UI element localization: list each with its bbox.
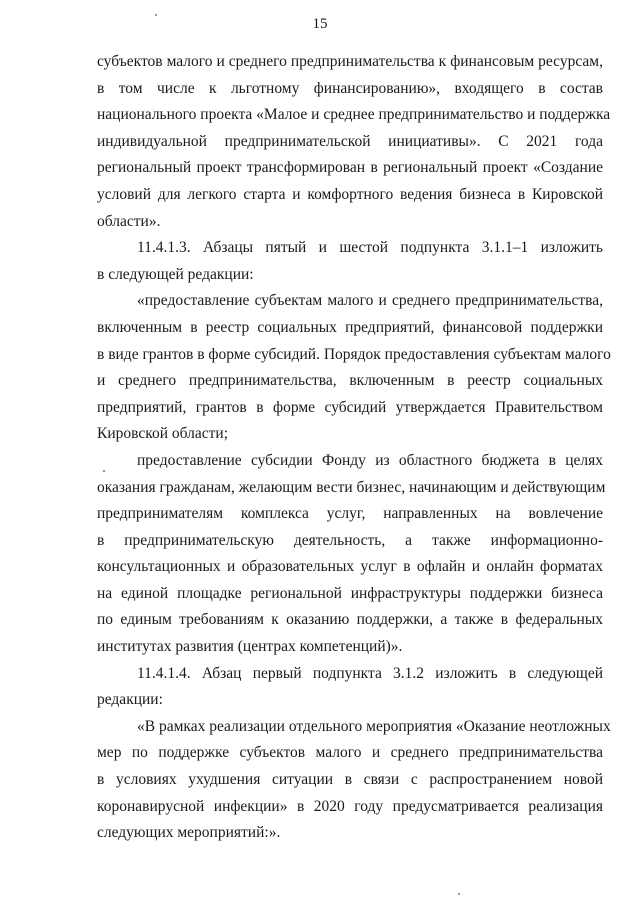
text-line: коронавирусной инфекции» в 2020 году предусматривается реализация <box>97 797 603 815</box>
text-line: области». <box>97 212 161 230</box>
scan-speck <box>155 14 157 16</box>
paragraph-quoted-amendment <box>97 448 606 661</box>
text-line: индивидуальной предпринимательской инициативы». С 2021 года <box>97 132 603 150</box>
text-line: в виде грантов в форме субсидий. Порядок предоставления субъектам малого <box>97 345 611 363</box>
text-line: по единым требованиям к оказанию поддержки, а также в федеральных <box>97 611 603 629</box>
text-line: в предпринимательскую деятельность, а также информационно- <box>97 531 603 549</box>
text-line: следующих мероприятий:». <box>97 824 281 842</box>
text-line: предоставление субсидии Фонду из областного бюджета в целях <box>137 451 603 469</box>
text-line: национального проекта «Малое и среднее предпринимательство и поддержка <box>97 106 611 124</box>
text-line: «В рамках реализации отдельного мероприятия «Оказание неотложных <box>137 717 611 735</box>
text-line: в условиях ухудшения ситуации в связи с распространением новой <box>97 771 603 789</box>
document-body <box>97 49 611 847</box>
text-line: оказания гражданам, желающим вести бизнес, начинающим и действующим <box>97 478 606 496</box>
paragraph-continuation <box>97 49 611 235</box>
text-line: в том числе к льготному финансированию», входящего в состав <box>97 79 603 97</box>
page-number: 15 <box>312 16 328 32</box>
text-line: и среднего предпринимательства, включенным в реестр социальных <box>97 372 603 390</box>
text-line: на единой площадке региональной инфраструктуры поддержки бизнеса <box>97 584 603 602</box>
text-line: «предоставление субъектам малого и среднего предпринимательства, <box>137 292 603 310</box>
text-line: предприятий, грантов в форме субсидий утверждается Правительством <box>97 398 603 416</box>
text-line: условий для легкого старта и комфортного ведения бизнеса в Кировской <box>97 185 603 203</box>
scan-speck <box>458 893 460 895</box>
paragraph-clause-11-4-1-4 <box>97 661 603 714</box>
paragraph-quoted-amendment <box>97 714 611 847</box>
text-line: мер по поддержке субъектов малого и среднего предпринимательства <box>97 744 603 762</box>
text-line: региональный проект трансформирован в региональный проект «Создание <box>97 159 603 177</box>
paragraph-quoted-amendment <box>97 288 611 448</box>
text-line: консультационных и образовательных услуг в офлайн и онлайн форматах <box>97 558 603 576</box>
text-line: включенным в реестр социальных предприятий, финансовой поддержки <box>97 318 603 336</box>
paragraph-clause-11-4-1-3 <box>97 235 603 288</box>
text-line: 11.4.1.4. Абзац первый подпункта 3.1.2 изложить в следующей <box>137 664 603 682</box>
text-line: редакции: <box>97 691 163 709</box>
scan-speck <box>103 470 105 472</box>
text-line: институтах развития (центрах компетенций)». <box>97 638 403 656</box>
text-line: субъектов малого и среднего предпринимательства к финансовым ресурсам, <box>97 53 603 70</box>
text-line: в следующей редакции: <box>97 265 254 283</box>
text-line: 11.4.1.3. Абзацы пятый и шестой подпункта 3.1.1–1 изложить <box>137 239 603 257</box>
text-line: предпринимателям комплекса услуг, направленных на вовлечение <box>97 505 603 523</box>
text-line: Кировской области; <box>97 425 229 443</box>
